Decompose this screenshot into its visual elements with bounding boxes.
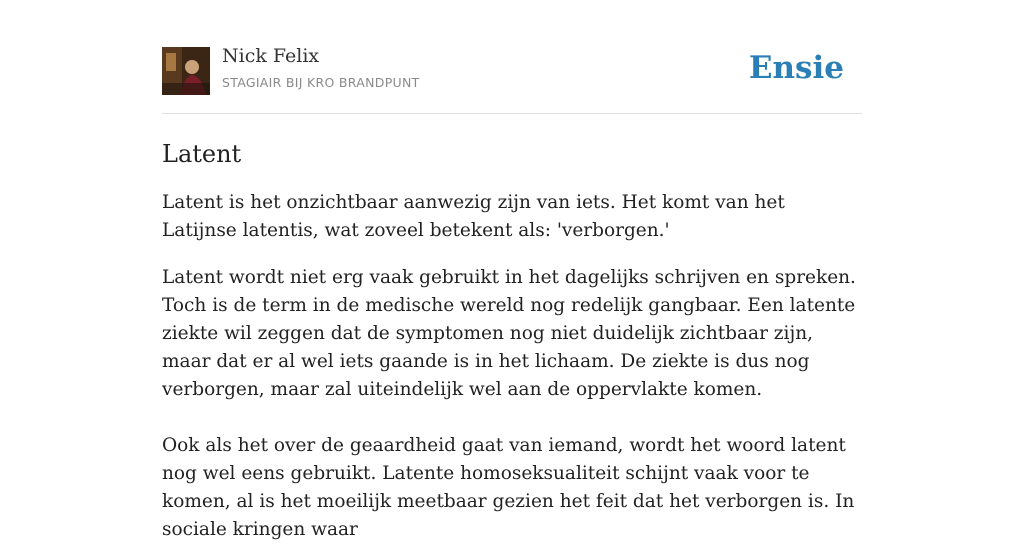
article-paragraph: Latent is het onzichtbaar aanwezig zijn van iets. Het komt van het Latijnse latentis, wat zoveel betekent als: 'verborgen.'	[162, 192, 785, 241]
avatar[interactable]	[162, 47, 210, 95]
ensie-logo[interactable]: Ensie	[748, 50, 844, 86]
article-page	[162, 0, 862, 544]
article-paragraph: Latent wordt niet erg vaak gebruikt in het dagelijks schrijven en spreken. Toch is de term in de medische wereld nog redelijk gangbaar. Een latente ziekte wil zeggen dat de symptomen nog niet duidelijk zichtbaar zijn, maar dat er al wel iets gaande is in het lichaam. De ziekte is dus nog verborgen, maar zal uiteindelijk wel aan de oppervlakte komen.	[162, 267, 856, 400]
person-photo-icon	[162, 47, 210, 95]
author-header	[162, 0, 862, 114]
author-role: STAGIAIR BIJ KRO BRANDPUNT	[222, 75, 420, 90]
article-paragraph: Ook als het over de geaardheid gaat van iemand, wordt het woord latent nog wel eens gebruikt. Latente homoseksualiteit schijnt vaak voor te komen, al is het moeilijk meetbaar gezien het feit dat het verborgen is. In sociale kringen waar	[162, 435, 855, 540]
author-name[interactable]: Nick Felix	[222, 45, 320, 67]
page-title: Latent	[162, 140, 242, 168]
